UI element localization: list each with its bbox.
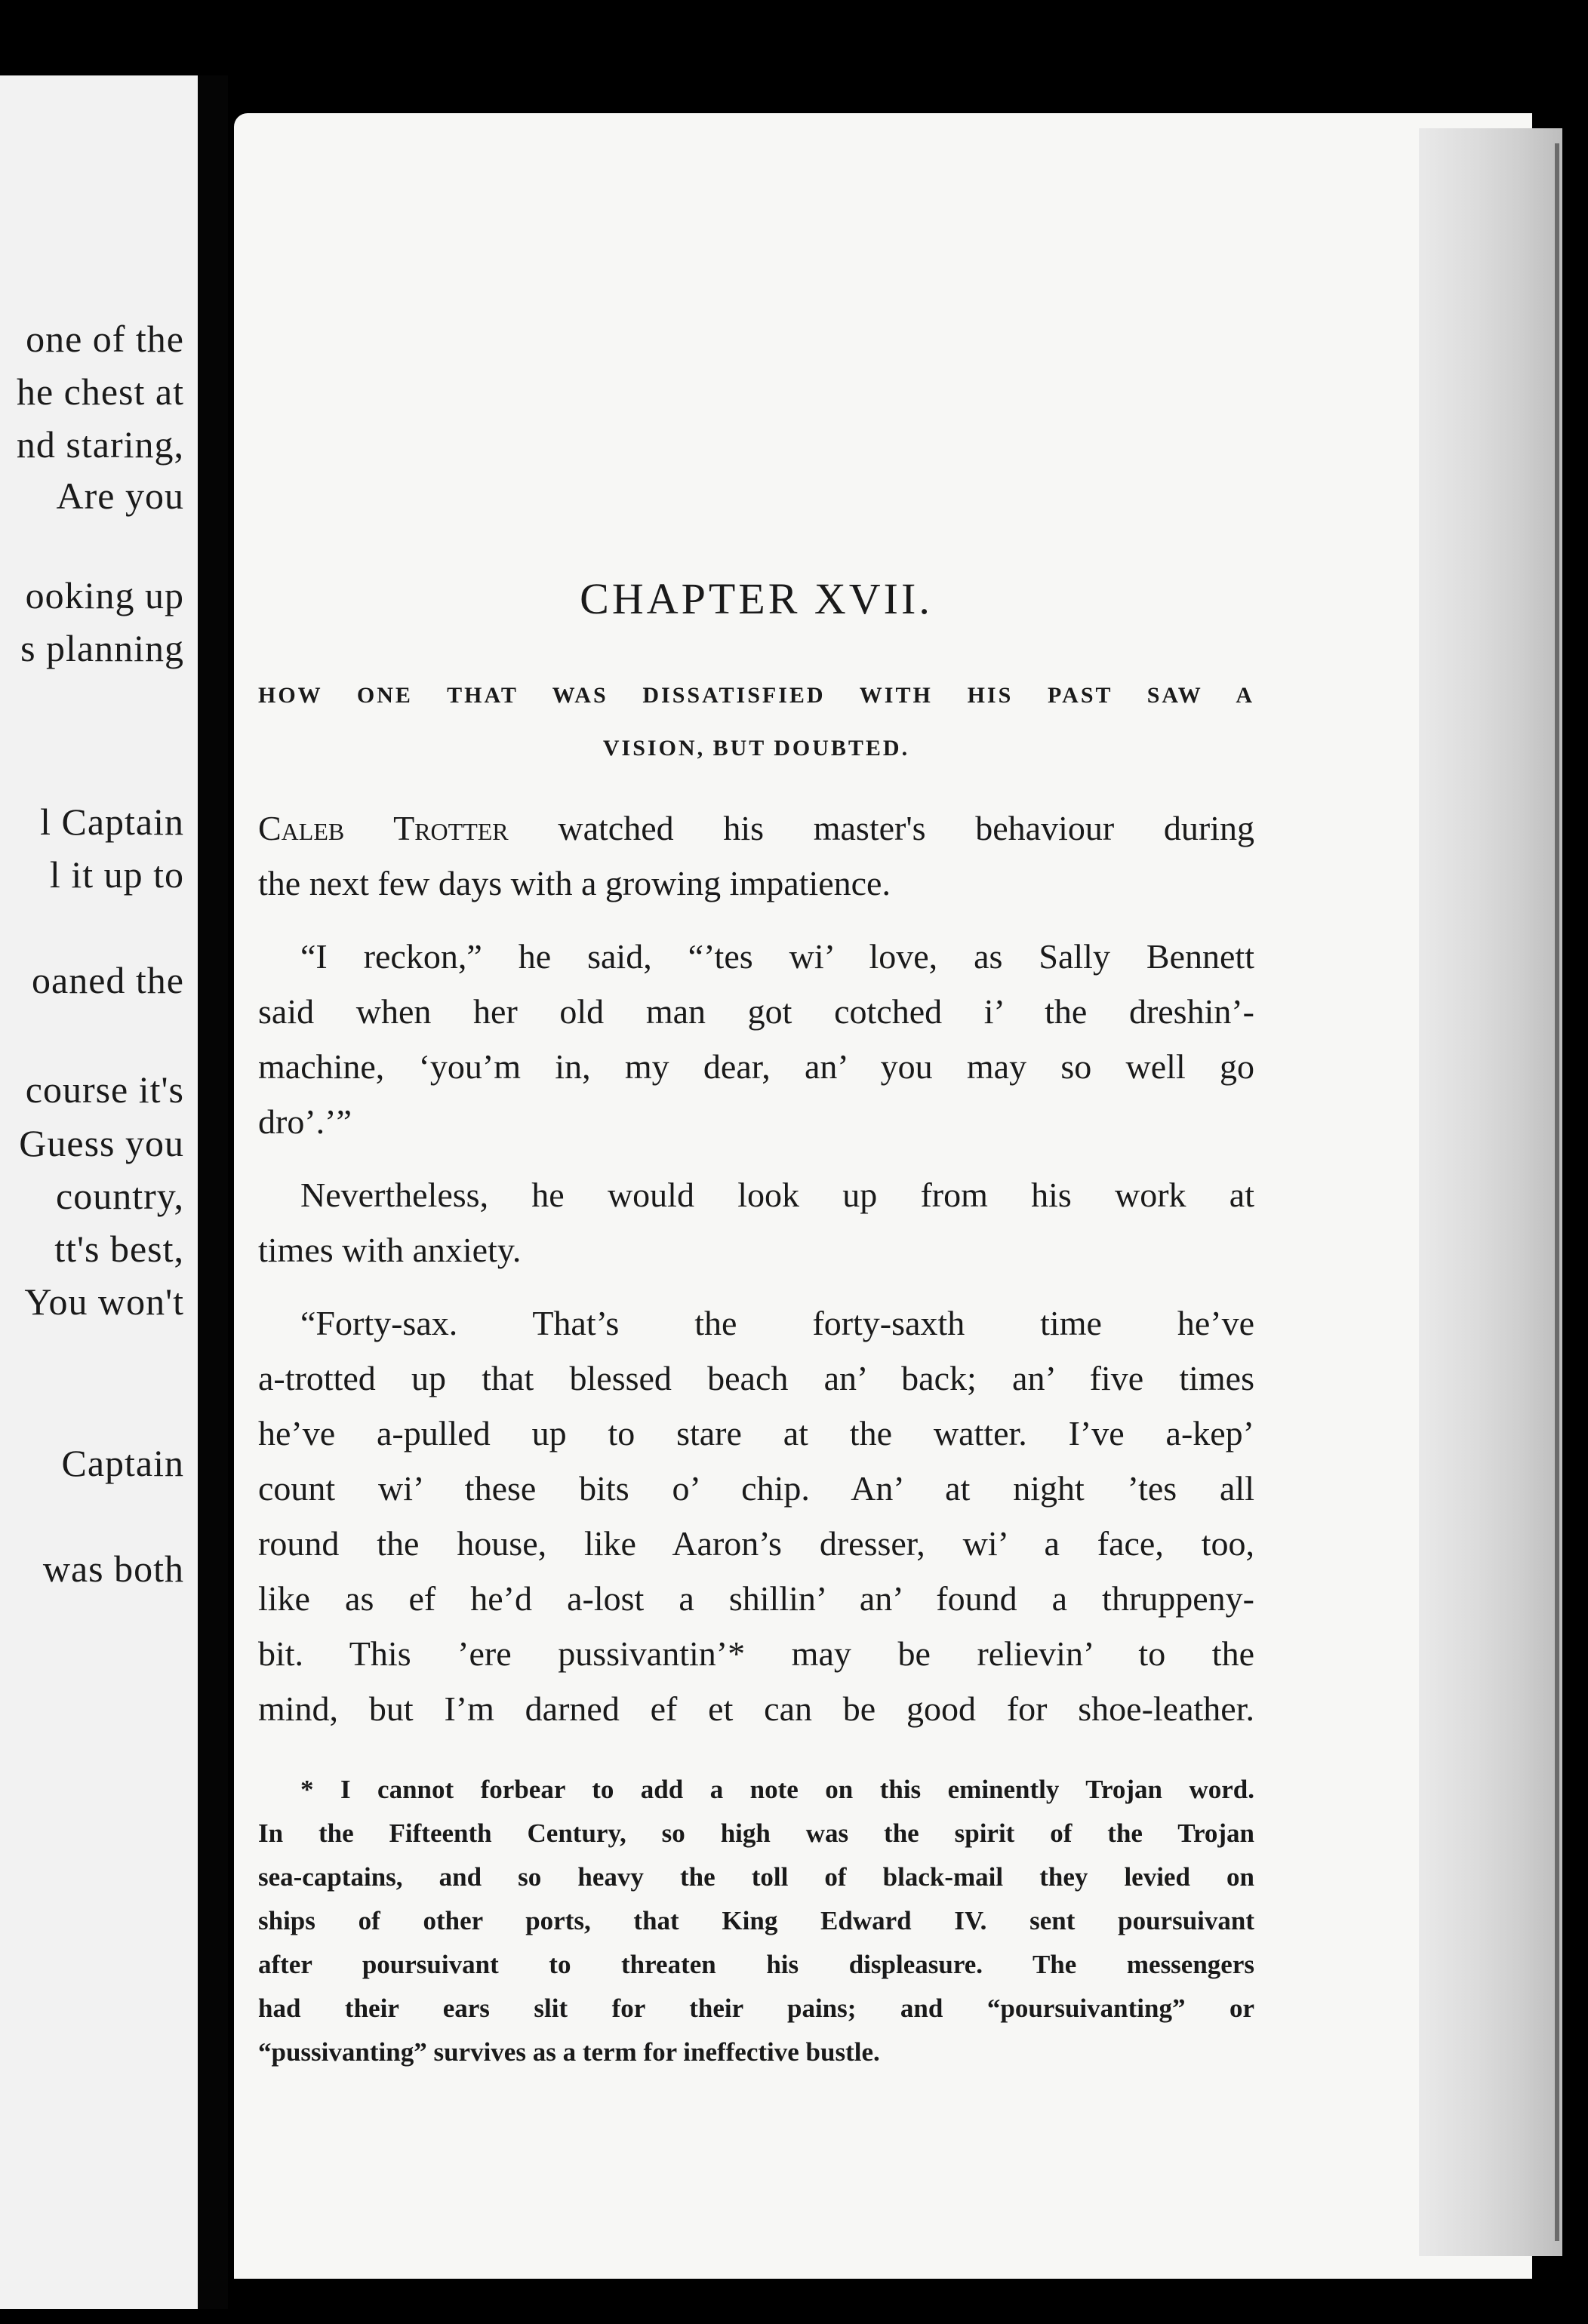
footnote-line: had their ears slit for their pains; and “poursuivanting” or [258,1994,1254,2023]
subtitle-line: HOW ONE THAT WAS DISSATISFIED WITH HIS PAST SAW A [258,683,1254,708]
left-page-text-fragment: Guess you [19,1122,184,1164]
paragraph-1 [258,801,1254,911]
body-line: mind, but I’m darned ef et can be good for shoe-leather. [258,1689,1254,1728]
paragraph-3 [258,1167,1254,1277]
left-page-text-fragment: nd staring, [16,423,184,466]
footnote-line: “pussivanting” survives as a term for ineffective bustle. [258,2037,880,2067]
page-edge [1419,128,1562,2256]
body-line: bit. This ’ere pussivantin’* may be relievin’ to the [258,1634,1254,1673]
left-page-text-fragment: You won't [24,1280,184,1323]
left-page-text-fragment: he chest at [16,370,184,413]
left-page-text-fragment: l Captain [40,801,184,843]
body-line: “Forty-sax. That’s the forty-saxth time he’ve [300,1304,1254,1342]
line-text: watched his master's behaviour during [508,809,1254,847]
body-line: Nevertheless, he would look up from his work at [300,1176,1254,1214]
left-page-text-fragment: Captain [61,1442,184,1484]
chapter-title: CHAPTER XVII. [580,574,933,623]
left-facing-page [0,75,198,2309]
left-page-text-fragment: s planning [20,627,184,669]
left-page-text-fragment: was both [42,1548,184,1590]
footnote-line: ships of other ports, that King Edward IV. sent poursuivant [258,1906,1254,1935]
body-line: like as ef he’d a-lost a shillin’ an’ found a thruppeny- [258,1579,1254,1618]
page-content [258,573,1254,2074]
subtitle-line: VISION, BUT DOUBTED. [602,736,910,761]
name-smallcaps: Caleb Trotter [258,809,509,847]
chapter-subtitle [258,669,1254,775]
body-line: he’ve a-pulled up to stare at the watter. I’ve a-kep’ [258,1414,1254,1452]
body-line: machine, ‘you’m in, my dear, an’ you may so well go [258,1047,1254,1086]
paragraph-4 [258,1296,1254,1736]
body-line: a-trotted up that blessed beach an’ back; an’ five times [258,1359,1254,1397]
book-gutter [198,75,228,2309]
footnote-line: In the Fifteenth Century, so high was the spirit of the Trojan [258,1818,1254,1848]
body-line: dro’.’” [258,1102,352,1141]
left-page-text-fragment: course it's [25,1068,184,1111]
body-line: the next few days with a growing impatience. [258,864,891,902]
left-page-text-fragment: l it up to [49,853,184,896]
left-page-text-fragment: one of the [26,318,184,360]
footnote [258,1768,1254,2074]
left-page-text-fragment: country, [56,1175,184,1217]
footnote-line: sea-captains, and so heavy the toll of black-mail they levied on [258,1862,1254,1892]
left-page-text-fragment: tt's best, [54,1228,184,1270]
body-line: said when her old man got cotched i’ the dreshin’- [258,992,1254,1031]
footnote-line: after poursuivant to threaten his displeasure. The messengers [258,1950,1254,1979]
body-line [258,801,1254,856]
body-line: “I reckon,” he said, “’tes wi’ love, as Sally Bennett [300,937,1254,976]
left-page-text-fragment: ooking up [25,574,184,616]
body-line: round the house, like Aaron’s dresser, wi’ a face, too, [258,1524,1254,1563]
body-line: times with anxiety. [258,1231,522,1269]
paragraph-2 [258,929,1254,1149]
left-page-text-fragment: oaned the [32,959,184,1001]
left-page-text-fragment: Are you [56,475,184,517]
footnote-line: * I cannot forbear to add a note on this eminently Trojan word. [300,1775,1254,1804]
body-line: count wi’ these bits o’ chip. An’ at night ’tes all [258,1469,1254,1508]
